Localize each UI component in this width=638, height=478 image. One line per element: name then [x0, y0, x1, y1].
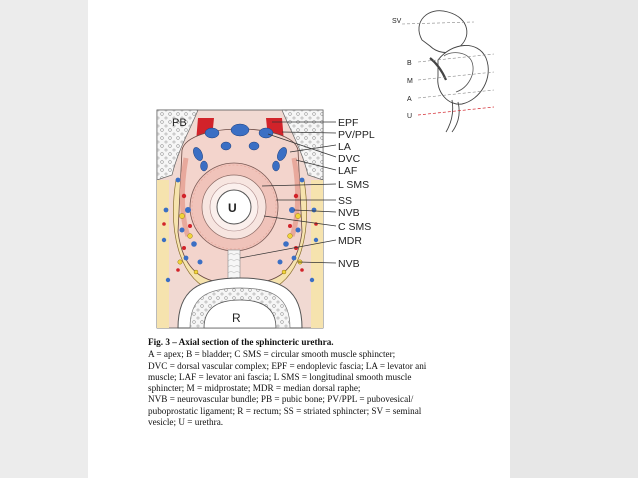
inset-label-b: B [407, 60, 412, 67]
callout-l-sms: L SMS [338, 179, 370, 191]
callout-epf: EPF [338, 117, 359, 129]
callout-dvc: DVC [338, 153, 361, 165]
caption-title: Fig. 3 – Axial section of the sphincteric urethra. [148, 337, 334, 347]
callout-mdr: MDR [338, 235, 362, 247]
label-pb: PB [172, 117, 187, 129]
caption-line: puboprostatic ligament; R = rectum; SS = striated sphincter; SV = seminal [148, 405, 422, 416]
callout-c-sms: C SMS [338, 221, 372, 233]
callout-nvb-lower: NVB [338, 258, 360, 270]
label-u: U [228, 201, 237, 215]
caption-line: sphincter; M = midprostate; MDR = median dorsal raphe; [148, 383, 361, 394]
caption-line: muscle; LAF = levator ani fascia; L SMS = longitudinal smooth muscle [148, 371, 412, 382]
axial-section [157, 110, 375, 328]
callout-nvb-upper: NVB [338, 207, 360, 219]
callout-pv-ppl: PV/PPL [338, 129, 375, 141]
caption-line: vesicle; U = urethra. [148, 417, 224, 428]
inset-label-sv: SV [392, 18, 402, 25]
callout-laf: LAF [338, 165, 358, 177]
inset-label-a: A [407, 96, 412, 103]
caption-line: DVC = dorsal vascular complex; EPF = endoplevic fascia; LA = levator ani [148, 360, 427, 371]
caption-line: NVB = neurovascular bundle; PB = pubic bone; PV/PPL = pubovesical/ [148, 394, 414, 405]
callout-ss: SS [338, 195, 353, 207]
figure-caption [148, 337, 488, 428]
inset-label-m: M [407, 78, 413, 85]
inset-label-u: U [407, 113, 413, 120]
callout-la: LA [338, 141, 351, 153]
sagittal-inset [392, 11, 494, 132]
caption-line: A = apex; B = bladder; C SMS = circular smooth muscle sphincter; [148, 349, 396, 360]
label-r: R [232, 311, 241, 325]
